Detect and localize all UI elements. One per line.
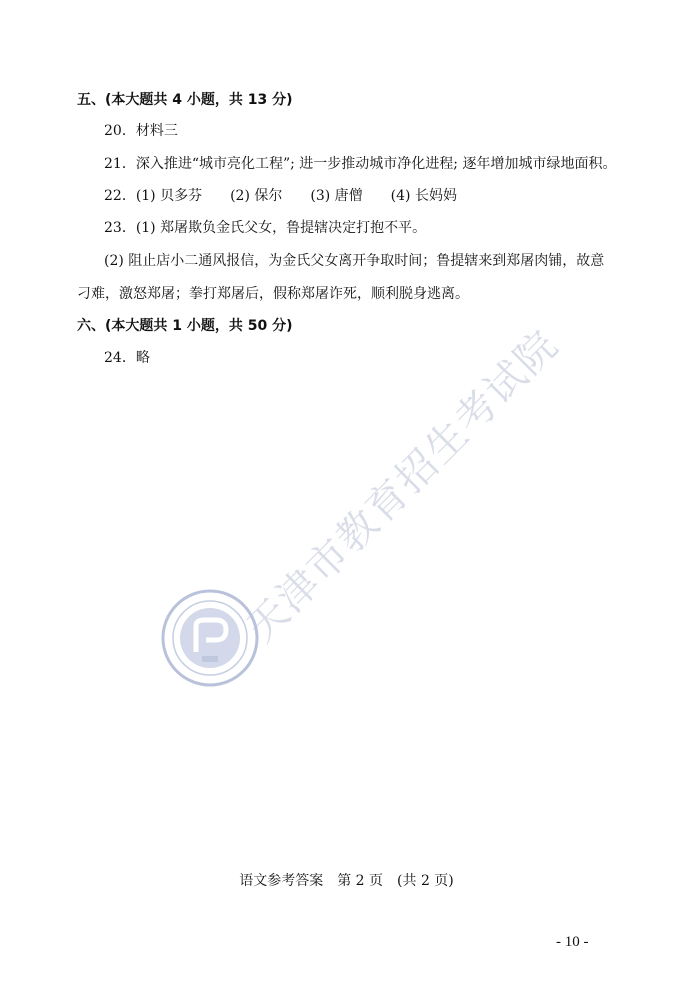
answer-22: 22．(1) 贝多芬 (2) 保尔 (3) 唐僧 (4) 长妈妈: [104, 188, 457, 204]
answer-23-part1: 23．(1) 郑屠欺负金氏父女，鲁提辖决定打抱不平。: [104, 220, 427, 236]
section-five-heading: 五、(本大题共 4 小题，共 13 分): [77, 92, 293, 108]
answer-23-part2-line2: 刁难，激怒郑屠；拳打郑屠后，假称郑屠诈死，顺利脱身逃离。: [77, 286, 469, 302]
answer-21: 21．深入推进“城市亮化工程”; 进一步推动城市净化进程; 逐年增加城市绿地面积。: [104, 156, 617, 172]
watermark-text: 天津市教育招生考试院: [238, 321, 568, 651]
section-six-heading: 六、(本大题共 1 小题，共 50 分): [77, 318, 293, 334]
footer-text: 语文参考答案 第 2 页 (共 2 页): [239, 873, 454, 889]
page-number: - 10 -: [556, 934, 589, 950]
tianjin-exam-seal-icon: [160, 588, 260, 688]
answer-23-part2-line1: (2) 阻止店小二通风报信，为金氏父女离开争取时间；鲁提辖来到郑屠肉铺，故意: [104, 253, 605, 269]
answer-24: 24．略: [104, 350, 150, 366]
answer-20: 20．材料三: [104, 123, 178, 139]
